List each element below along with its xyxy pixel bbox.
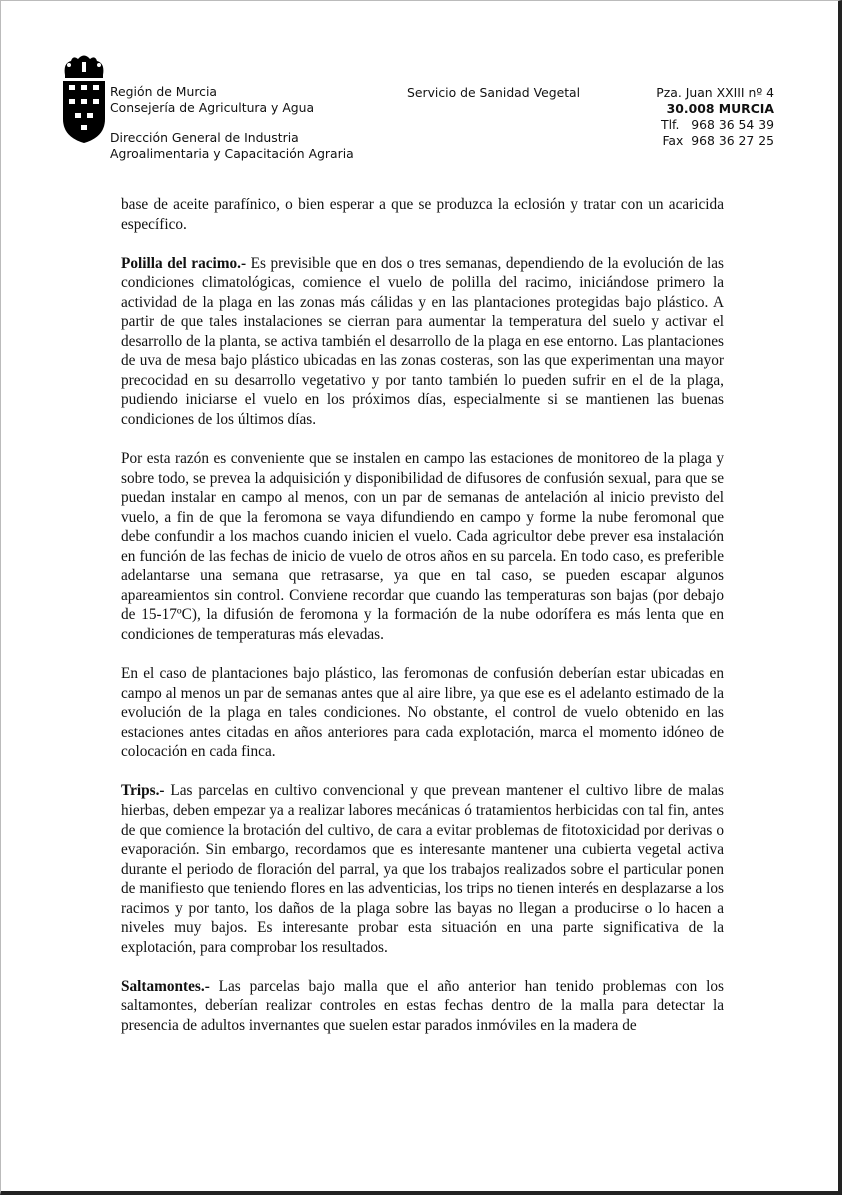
paragraph [121, 195, 724, 234]
phone-number: Tlf. 968 36 54 39 [661, 117, 774, 132]
service-name: Servicio de Sanidad Vegetal [407, 85, 581, 100]
dept-line: Agroalimentaria y Capacitación Agraria [110, 146, 354, 161]
paragraph-text: Es previsible que en dos o tres semanas, dependiendo de la evolución de las condiciones climatológicas, comience el vuelo de polilla del racimo, iniciándose primero la actividad de la plaga en las zonas más cálidas y en las plantaciones protegidas bajo plástico. A partir de que tales instalaciones se cierran para aumentar la temperatura del suelo y activar el desarrollo de la planta, se activa también el desarrollo de la plaga en ese entorno. Las plantaciones de uva de mesa bajo plástico ubicadas en las zonas costeras, son las que experimentan una mayor precocidad en su desarrollo vegetativo y por tanto también lo pueden sufrir en el de la plaga, pudiendo iniciarse el vuelo en los próximos días, especialmente si se mantienen las buenas condiciones de los últimos días. [121, 254, 725, 429]
org-line: Región de Murcia [110, 84, 217, 99]
organization-name [110, 84, 314, 116]
paragraph-text: Por esta razón es conveniente que se instalen en campo las estaciones de monitoreo de la plaga y sobre todo, se prevea la adquisición y disponibilidad de difusores de confusión sexual, para que se puedan instalar en campo al menos, con un par de semanas de antelación al inicio previsto del vuelo, a fin de que la feromona se vaya difundiendo en campo y forme la nube feromonal que debe confundir a los machos cuando inicien el vuelo. Cada agricultor debe prever esa instalación en función de las fechas de inicio de vuelo de otros años en su parcela. En todo caso, es preferible adelantarse una semana que retrasarse, ya que en tal caso, se pueden escapar algunos apareamientos sin control. Conviene recordar que cuando las temperaturas son bajas (por debajo de 15-17ºC), la difusión de feromona y la formación de la nube odorífera es más lenta que en condiciones de temperaturas más elevadas. [121, 450, 724, 644]
document-body [121, 195, 724, 1055]
paragraph-text: En el caso de plantaciones bajo plástico, las feromonas de confusión deberían estar ubicadas en campo al menos un par de semanas antes que al aire libre, ya que ese es el adelanto estimado de la evolución de la plaga en tales condiciones. No obstante, el control de vuelo obtenido en las estaciones antes citadas en años anteriores para cada explotación, marca el momento idóneo de colocación en cada finca. [121, 665, 724, 761]
paragraph-saltamontes [121, 977, 724, 1036]
paragraph-text: base de aceite parafínico, o bien esperar a que se produzca la eclosión y tratar con un acaricida específico. [121, 196, 724, 233]
paragraph-text: Las parcelas bajo malla que el año anterior han tenido problemas con los saltamontes, deberían realizar controles en estas fechas dentro de la malla para detectar la presencia de adultos invernantes que suelen estar parados inmóviles en la madera de [121, 977, 724, 1034]
paragraph [121, 664, 724, 762]
paragraph-trips [121, 781, 724, 957]
department-name [110, 130, 354, 162]
address-block [656, 85, 774, 149]
region-crest-logo [59, 53, 109, 145]
section-heading: Trips.- [121, 782, 165, 800]
paragraph-polilla [121, 254, 724, 430]
paragraph-text: Las parcelas en cultivo convencional y que prevean mantener el cultivo libre de malas hierbas, deben empezar ya a realizar labores mecánicas ó tratamientos herbicidas con tal fin, antes de que comience la brotación del cultivo, de cara a evitar problemas de fitotoxicidad por derivas o evaporación. Sin embargo, recordamos que es interesante mantener una cubierta vegetal activa durante el periodo de floración del parral, ya que los trabajos realizados sobre el particular ponen de manifiesto que teniendo flores en las adventicias, los trips no tienen interés en desplazarse a los racimos y por tanto, los daños de la plaga sobre las bayas no llegan a producirse o lo hacen a niveles muy bajos. Es interesante probar esta situación en una parte significativa de la explotación, para comprobar los resultados. [121, 782, 724, 956]
section-heading: Saltamontes.- [121, 977, 210, 995]
dept-line: Dirección General de Industria [110, 130, 299, 145]
street-address: Pza. Juan XXIII nº 4 [656, 85, 774, 100]
fax-number: Fax 968 36 27 25 [662, 133, 774, 148]
city-postcode: 30.008 MURCIA [666, 101, 774, 116]
org-line: Consejería de Agricultura y Agua [110, 100, 315, 115]
paragraph [121, 449, 724, 644]
section-heading: Polilla del racimo.- [121, 254, 247, 272]
